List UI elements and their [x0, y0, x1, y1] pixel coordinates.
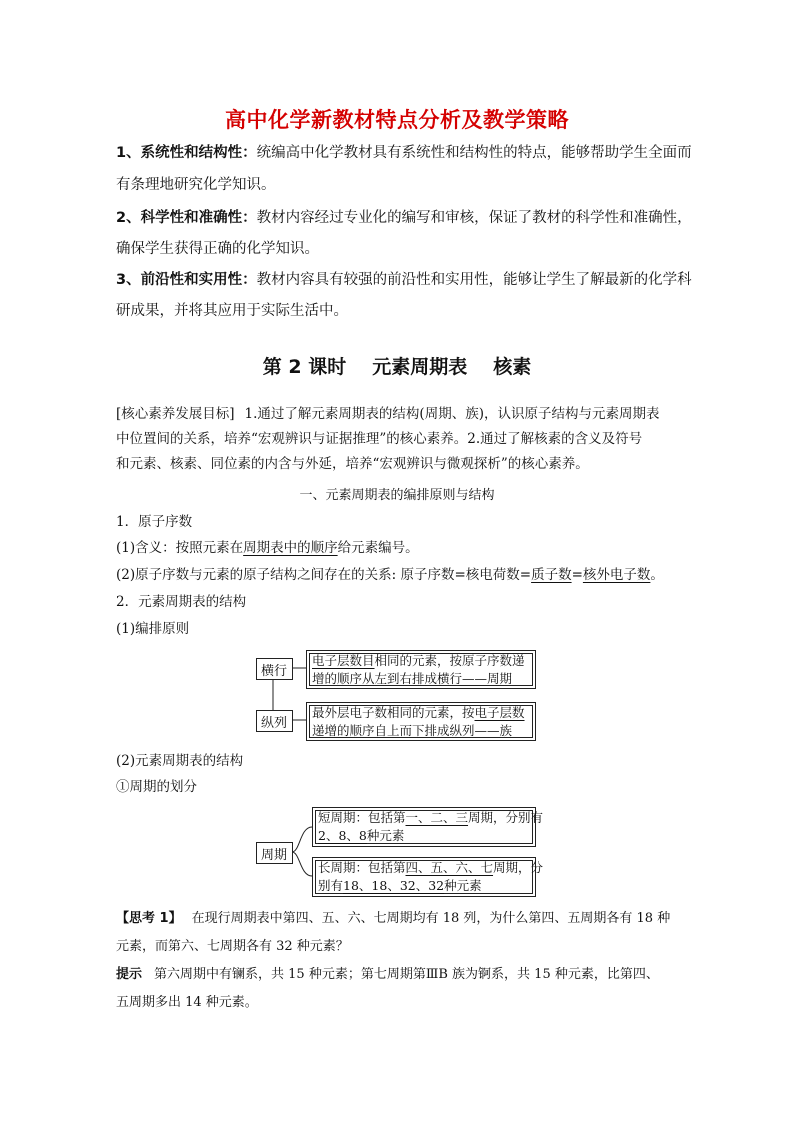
feature-2-line1: 2、科学性和准确性：教材内容经过专业化的编写和审核，保证了教材的科学性和准确性，: [116, 210, 692, 226]
think-question-line2: 元素，而第六、七周期各有 32 种元素？: [116, 939, 349, 954]
feature-1-line2: 有条理地研究化学知识。: [116, 177, 276, 193]
think-question-line1: 【思考 1】 在现行周期表中第四、五、六、七周期均有 18 列，为什么第四、五周期各有 18 种: [116, 911, 671, 926]
section-heading: 一、元素周期表的编排原则与结构: [299, 488, 495, 503]
period-label-box: 周期: [256, 842, 293, 864]
item2-period-division: ①周期的划分: [116, 779, 197, 795]
row-label-box: 横行: [256, 658, 293, 680]
document-title: 高中化学新教材特点分析及教学策略: [225, 108, 569, 132]
feature-2-line2: 确保学生获得正确的化学知识。: [116, 241, 319, 257]
feature-3-line2: 研成果，并将其应用于实际生活中。: [116, 303, 348, 319]
item2-structure: (2)元素周期表的结构: [116, 753, 244, 769]
item1-title: 1．原子序数: [116, 514, 193, 530]
row-principle-box: 电子层数目相同的元素，按原子序数递 增的顺序从左到右排成横行——周期: [306, 650, 536, 689]
goals-line3: 和元素、核素、同位素的内含与外延，培养“宏观辨识与微观探析”的核心素养。: [116, 456, 589, 472]
item2-principle: (1)编排原则: [116, 621, 190, 637]
think-answer-line1: 提示 第六周期中有镧系，共 15 种元素；第七周期第ⅢB 族为锕系，共 15 种元素，比第四、: [116, 967, 659, 982]
goals-line1: [核心素养发展目标] 1.通过了解元素周期表的结构(周期、族)，认识原子结构与元素周期表: [116, 406, 660, 422]
item1-definition: (1)含义：按照元素在周期表中的顺序给元素编号。: [116, 540, 419, 556]
lesson-title: 第 2 课时 元素周期表 核素: [262, 356, 532, 378]
feature-3-line1: 3、前沿性和实用性：教材内容具有较强的前沿性和实用性，能够让学生了解最新的化学科: [116, 272, 692, 288]
item1-relation: (2)原子序数与元素的原子结构之间存在的关系: 原子序数=核电荷数=质子数=核外电子数。: [116, 567, 664, 583]
item2-title: 2．元素周期表的结构: [116, 594, 247, 610]
short-period-box: 短周期：包括第一、二、三周期，分别有 2、8、8种元素: [312, 807, 536, 847]
column-principle-box: 最外层电子数相同的元素，按电子层数 递增的顺序自上而下排成纵列——族: [306, 702, 536, 741]
goals-line2: 中位置间的关系，培养“宏观辨识与证据推理”的核心素养。2.通过了解核素的含义及符号: [116, 431, 643, 447]
feature-1-line1: 1、系统性和结构性：统编高中化学教材具有系统性和结构性的特点，能够帮助学生全面而: [116, 145, 692, 161]
think-answer-line2: 五周期多出 14 种元素。: [116, 995, 258, 1010]
column-label-box: 纵列: [256, 710, 293, 732]
long-period-box: 长周期：包括第四、五、六、七周期，分 别有18、18、32、32种元素: [312, 857, 536, 897]
